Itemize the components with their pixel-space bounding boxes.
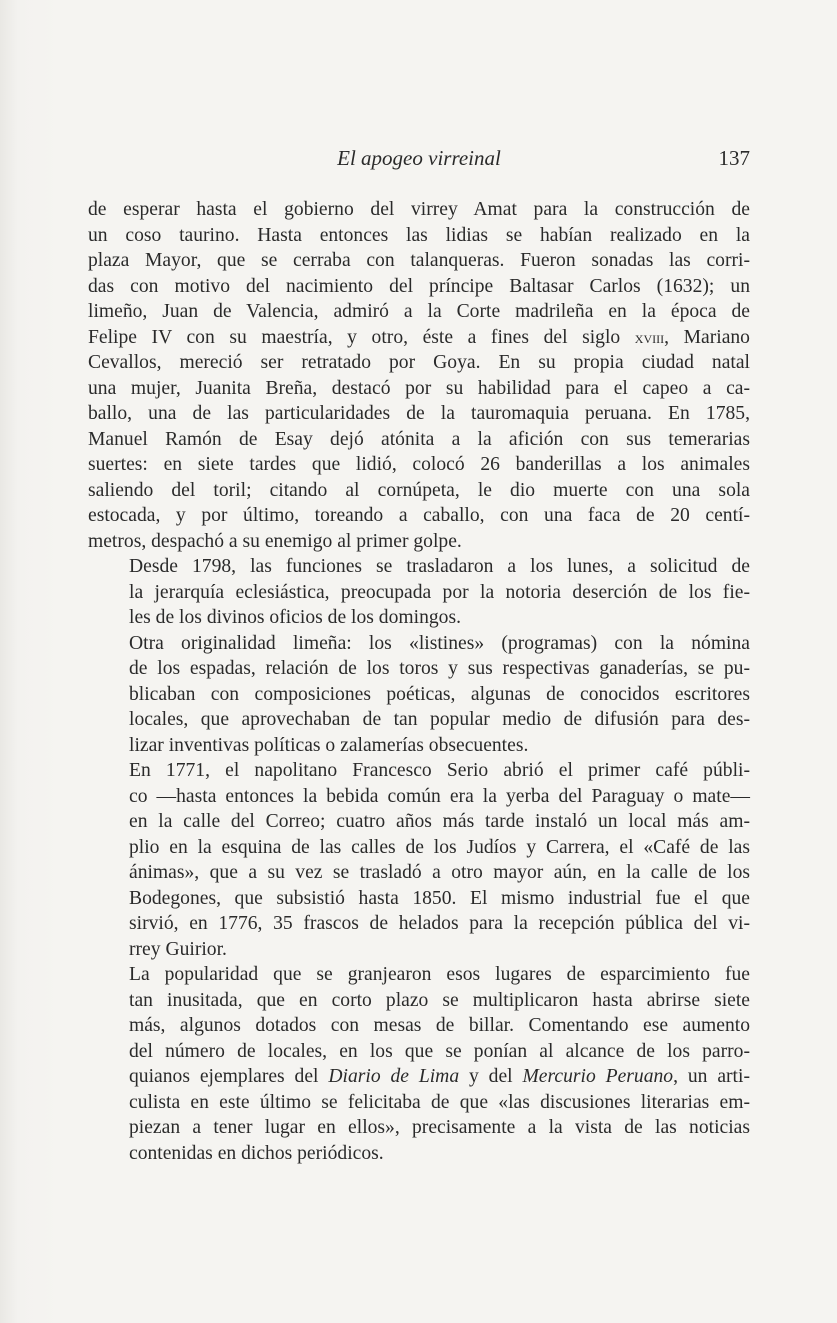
text-line: estocada, y por último, toreando a caballo, con una faca de 20 centí- xyxy=(88,505,750,526)
text-line: das con motivo del nacimiento del príncipe Baltasar Carlos (1632); un xyxy=(88,275,750,297)
text-line: Bodegones, que subsistió hasta 1850. El mismo industrial fue el que xyxy=(129,887,750,909)
text-line: de los espadas, relación de los toros y sus respectivas ganaderías, se pu- xyxy=(129,658,750,679)
text-line: sirvió, en 1776, 35 frascos de helados para la recepción pública del vi- xyxy=(129,913,750,934)
text-line: co —hasta entonces la bebida común era la yerba del Paraguay o mate— xyxy=(129,785,750,807)
text-line: contenidas en dichos periódicos. xyxy=(129,1142,384,1164)
text-line: piezan a tener lugar en ellos», precisamente a la vista de las noticias xyxy=(129,1117,750,1138)
text-line: Otra originalidad limeña: los «listines» (programas) con la nómina xyxy=(129,632,750,654)
paragraph xyxy=(88,631,750,759)
text-line: saliendo del toril; citando al cornúpeta, le dio muerte con una sola xyxy=(88,479,750,501)
text-line: la jerarquía eclesiástica, preocupada por la notoria deserción de los fie- xyxy=(129,581,750,603)
text-line: del número de locales, en los que se ponían al alcance de los parro- xyxy=(129,1040,750,1062)
text-line: rrey Guirior. xyxy=(129,938,227,960)
text-line: En 1771, el napolitano Francesco Serio abrió el primer café públi- xyxy=(129,760,750,781)
text-line: culista en este último se felicitaba de que «las discusiones literarias em- xyxy=(129,1091,750,1113)
text-line: más, algunos dotados con mesas de billar. Comentando ese aumento xyxy=(129,1015,750,1036)
text-line: suertes: en siete tardes que lidió, colocó 26 banderillas a los animales xyxy=(88,454,750,475)
text-line: limeño, Juan de Valencia, admiró a la Corte madrileña en la época de xyxy=(88,301,750,322)
text-line: locales, que aprovechaban de tan popular medio de difusión para des- xyxy=(129,709,750,730)
text-line: Manuel Ramón de Esay dejó atónita a la afición con sus temerarias xyxy=(88,428,750,450)
paragraph xyxy=(88,758,750,962)
text-line: metros, despachó a su enemigo al primer golpe. xyxy=(88,530,462,552)
text-line: en la calle del Correo; cuatro años más tarde instaló un local más am- xyxy=(129,811,750,832)
text-line: plaza Mayor, que se cerraba con talanqueras. Fueron sonadas las corri- xyxy=(88,250,750,271)
text-line: Desde 1798, las funciones se trasladaron a los lunes, a solicitud de xyxy=(129,556,750,577)
text-line: La popularidad que se granjearon esos lugares de esparcimiento fue xyxy=(129,964,750,985)
body-text xyxy=(88,197,750,1166)
text-line: lizar inventivas políticas o zalamerías obsecuentes. xyxy=(129,734,529,756)
text-line: blicaban con composiciones poéticas, algunas de conocidos escritores xyxy=(129,683,750,705)
text-line: plio en la esquina de las calles de los Judíos y Carrera, el «Café de las xyxy=(129,836,750,858)
page-number: 137 xyxy=(718,146,750,170)
paragraph xyxy=(88,962,750,1166)
text-line: una mujer, Juanita Breña, destacó por su habilidad para el capeo a ca- xyxy=(88,377,750,399)
text-line: Felipe IV con su maestría, y otro, éste a fines del siglo xviii, Mariano xyxy=(88,326,750,348)
text-line: quianos ejemplares del Diario de Lima y del Mercurio Peruano, un arti- xyxy=(129,1066,750,1087)
text-line: ballo, una de las particularidades de la tauromaquia peruana. En 1785, xyxy=(88,403,750,424)
text-line: un coso taurino. Hasta entonces las lidias se habían realizado en la xyxy=(88,224,750,246)
running-title: El apogeo virreinal xyxy=(337,146,501,170)
text-line: de esperar hasta el gobierno del virrey Amat para la construcción de xyxy=(88,199,750,220)
text-line: ánimas», que a su vez se trasladó a otro mayor aún, en la calle de los xyxy=(129,862,750,883)
paragraph xyxy=(88,554,750,631)
text-line: Cevallos, mereció ser retratado por Goya. En su propia ciudad natal xyxy=(88,352,750,373)
text-line: les de los divinos oficios de los domingos. xyxy=(129,607,461,628)
text-line: tan inusitada, que en corto plazo se multiplicaron hasta abrirse siete xyxy=(129,989,750,1011)
page-header xyxy=(88,140,750,176)
paragraph xyxy=(88,197,750,554)
